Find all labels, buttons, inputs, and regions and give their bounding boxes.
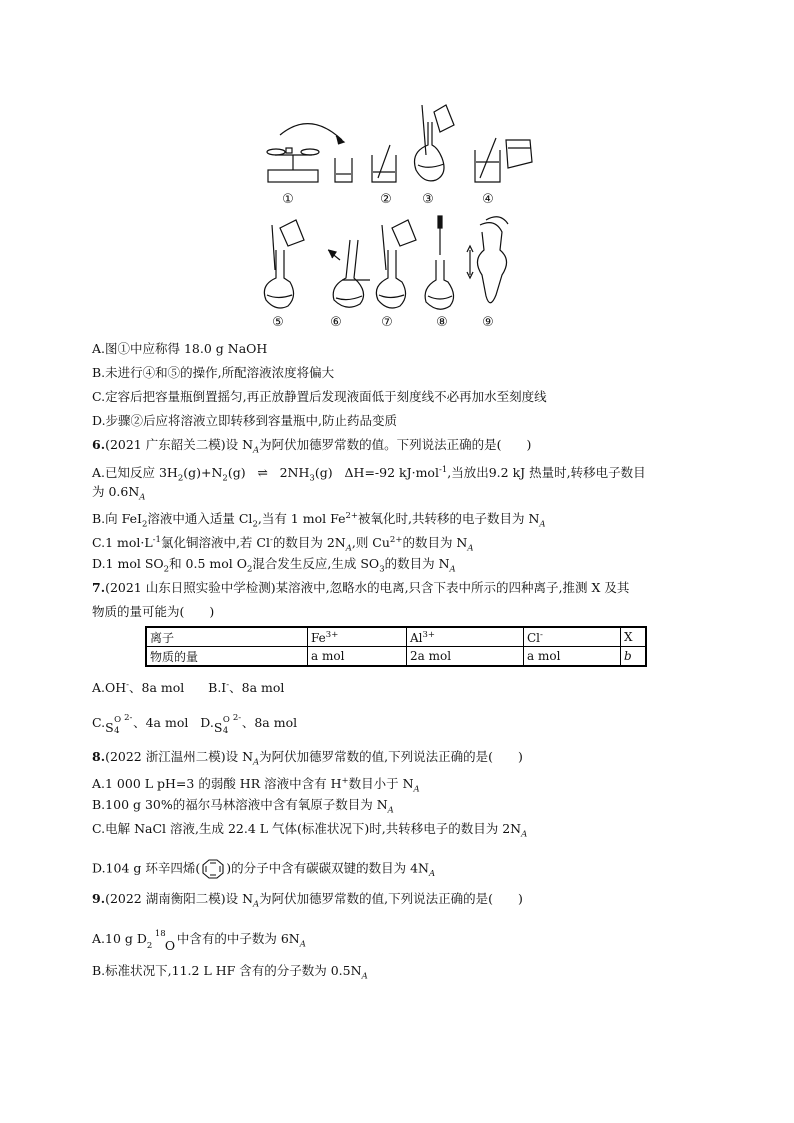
table-row <box>146 647 646 667</box>
beaker-stirring-drawing <box>372 145 396 182</box>
q6-option-d: D.1 mol $SO_2$和 0.5 mol $O_2$混合发生反应,生成 $SO_3$的数目为 $N_A$ <box>92 556 456 575</box>
q8-option-c: C.电解 NaCl 溶液,生成 22.4 L 气体(标准状况下)时,共转移电子的数目为 $2N_A$ <box>92 821 528 840</box>
sulfate-ion: S O 4 2- <box>213 712 242 736</box>
q5-option-a: A.图①中应称得 18.0 g NaOH <box>92 341 268 356</box>
figure-label-9: ⑨ <box>482 315 494 330</box>
q8-stem: 8.(2022 浙江温州二模)设 $N_A$为阿伏加德罗常数的值,下列说法正确的是( ) <box>92 749 523 768</box>
q7-options-ab: A.OH-、8a mol B.I-、8a mol <box>92 680 285 696</box>
table-cell: 2a mol <box>407 647 524 667</box>
beaker-washing-drawing <box>475 138 532 182</box>
q6-stem: 6.(2021 广东韶关二模)设 $N_A$为阿伏加德罗常数的值。下列说法正确的是( ) <box>92 437 532 456</box>
q6-option-c: C.1 $mol\cdot L^{-1}$氯化铜溶液中,若 Cl-的数目为 $2N_A$,则 $Cu^{2+}$的数目为 $N_A$ <box>92 535 474 554</box>
figure-label-8: ⑧ <box>436 315 448 330</box>
heavy-water-formula: D 2 18 O <box>136 928 176 953</box>
q8-option-a: A.1 000 L pH=3 的弱酸 HR 溶液中含有 H+数目小于 $N_A$ <box>92 776 420 795</box>
q9-option-b: B.标准状况下,11.2 L HF 含有的分子数为 $0.5N_A$ <box>92 963 368 982</box>
cyclooctatetraene-icon <box>200 858 226 880</box>
table-cell: a mol <box>524 647 621 667</box>
flask-5-drawing <box>264 220 304 308</box>
q6-option-b: B.向 FeI$_2$溶液中通入适量 $Cl_2$,当有 1 mol $Fe^{2+}$被氧化时,共转移的电子数目为 $N_A$ <box>92 511 546 530</box>
balance-drawing <box>267 124 352 182</box>
sulfate-ion: S O 4 2- <box>105 712 133 736</box>
table-cell: $Al^{3+}$ <box>407 627 524 647</box>
figure-label-3: ③ <box>422 192 434 207</box>
ion-table <box>145 626 647 667</box>
q7-stem: 7.(2021 山东日照实验中学检测)某溶液中,忽略水的电离,只含下表中所示的四种离子,推测 X 及其 <box>92 580 630 595</box>
q8-option-b: B.100 g 30%的福尔马林溶液中含有氧原子数目为 $N_A$ <box>92 797 394 816</box>
figure-label-4: ④ <box>482 192 494 207</box>
q5-option-d: D.步骤②后应将溶液立即转移到容量瓶中,防止药品变质 <box>92 413 398 428</box>
q7-options-cd: C. S O 4 2- 、4a mol D. S O 4 2- 、8a mol <box>92 712 298 736</box>
table-cell: 物质的量 <box>146 647 308 667</box>
table-row <box>146 627 646 647</box>
flask-6-drawing <box>328 240 370 307</box>
q5-option-c: C.定容后把容量瓶倒置摇匀,再正放静置后发现液面低于刻度线不必再加水至刻度线 <box>92 389 547 404</box>
q8-option-d: D.104 g 环辛四烯( )的分子中含有碳碳双键的数目为 $4N_A$ <box>92 858 435 883</box>
q9-stem: 9.(2022 湖南衡阳二模)设 $N_A$为阿伏加德罗常数的值,下列说法正确的是( ) <box>92 891 523 910</box>
table-cell: Cl- <box>524 627 621 647</box>
q7-stem-cont: 物质的量可能为( ) <box>92 604 215 619</box>
q7-number: 7. <box>92 580 106 595</box>
figure-label-6: ⑥ <box>330 315 342 330</box>
table-cell: 离子 <box>146 627 308 647</box>
figure-label-1: ① <box>282 192 294 207</box>
solution-preparation-figure <box>250 100 550 332</box>
q5-option-b: B.未进行④和⑤的操作,所配溶液浓度将偏大 <box>92 365 335 380</box>
q9-number: 9. <box>92 891 106 906</box>
table-cell: b <box>621 647 647 667</box>
table-cell: a mol <box>308 647 407 667</box>
equilibrium-arrow-icon: ⇌ <box>257 465 268 481</box>
q6-option-a: A.已知反应 $3H_2(g)+N_2(g)$ ⇌ $2NH_3(g)$ ΔH=-92 kJ·mol$^{-1}$,当放出9.2 kJ 热量时,转移电子数目 <box>92 465 646 484</box>
q6-number: 6. <box>92 437 106 452</box>
flask-9-drawing <box>467 217 508 303</box>
table-cell: $Fe^{3+}$ <box>308 627 407 647</box>
figure-label-5: ⑤ <box>272 315 284 330</box>
flask-7-drawing <box>376 220 416 308</box>
q8-number: 8. <box>92 749 106 764</box>
flask-8-drawing <box>425 216 453 309</box>
figure-label-7: ⑦ <box>381 315 393 330</box>
q9-option-a: A.10 g D 2 18 O 中含有的中子数为 $6N_A$ <box>92 928 306 953</box>
q6-option-a-cont: 为 $0.6N_A$ <box>92 484 146 503</box>
figure-label-2: ② <box>380 192 392 207</box>
table-cell: X <box>621 627 647 647</box>
flask-transfer-drawing <box>415 105 455 181</box>
